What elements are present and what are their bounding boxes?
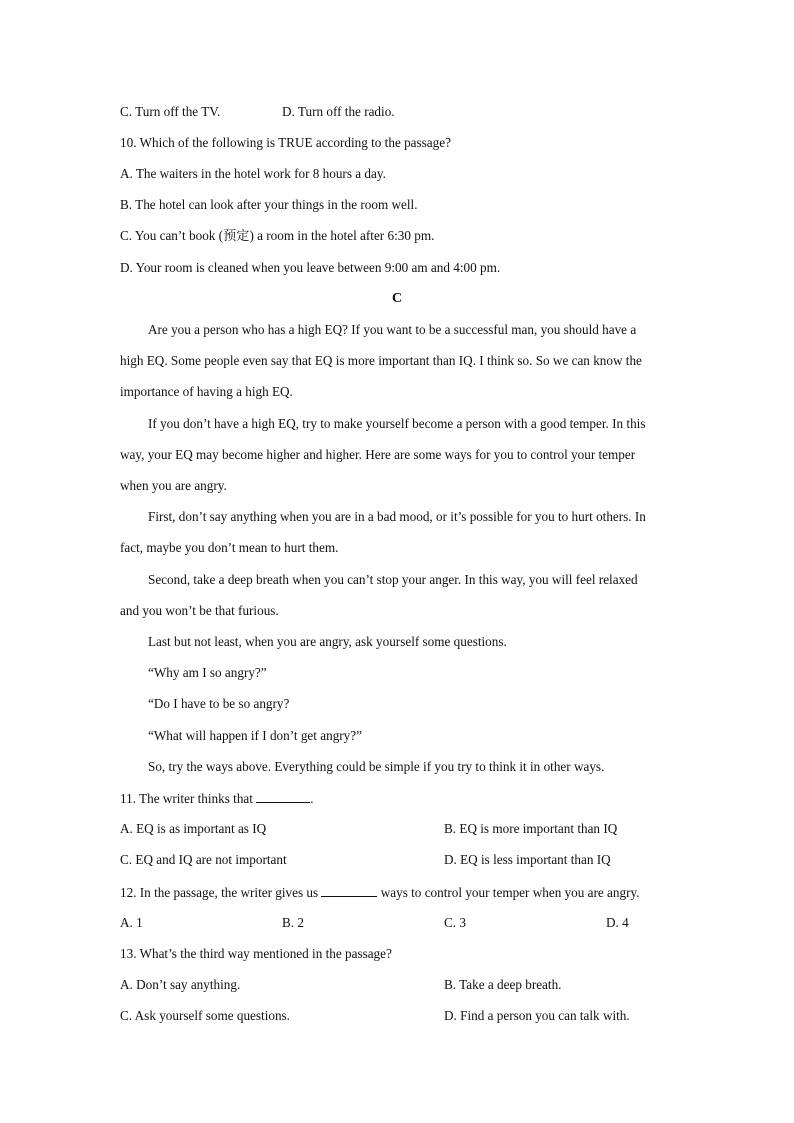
passage-line: when you are angry. bbox=[120, 478, 227, 493]
q12-option-c: C. 3 bbox=[444, 915, 466, 930]
q12-stem-end: ways to control your temper when you are angry. bbox=[380, 885, 640, 900]
q12-stem bbox=[120, 884, 640, 901]
q11-stem bbox=[120, 790, 314, 807]
q13-option-c: C. Ask yourself some questions. bbox=[120, 1008, 290, 1023]
q10-option-d: D. Your room is cleaned when you leave between 9:00 am and 4:00 pm. bbox=[120, 260, 501, 275]
passage-line: “Why am I so angry?” bbox=[148, 665, 267, 680]
answer-blank bbox=[256, 790, 310, 803]
passage-line: “What will happen if I don’t get angry?” bbox=[148, 728, 362, 743]
q10-stem: 10. Which of the following is TRUE according to the passage? bbox=[120, 135, 451, 150]
passage-line: Second, take a deep breath when you can’t stop your anger. In this way, you will feel relaxed bbox=[148, 572, 638, 587]
q12-option-d: D. 4 bbox=[606, 915, 629, 930]
q10-option-b: B. The hotel can look after your things in the room well. bbox=[120, 197, 418, 212]
q12-option-a: A. 1 bbox=[120, 915, 143, 930]
q10-option-a: A. The waiters in the hotel work for 8 hours a day. bbox=[120, 166, 386, 181]
q11-option-a: A. EQ is as important as IQ bbox=[120, 821, 267, 836]
section-title: C bbox=[391, 291, 403, 306]
q11-stem-text: 11. The writer thinks that bbox=[120, 791, 253, 806]
q10-option-c: C. You can’t book (预定) a room in the hotel after 6:30 pm. bbox=[120, 228, 435, 243]
q11-option-d: D. EQ is less important than IQ bbox=[444, 852, 611, 867]
q9-option-d: D. Turn off the radio. bbox=[282, 104, 395, 119]
passage-line: importance of having a high EQ. bbox=[120, 384, 293, 399]
passage-line: high EQ. Some people even say that EQ is more important than IQ. I think so. So we can know the bbox=[120, 353, 642, 368]
passage-line: Are you a person who has a high EQ? If you want to be a successful man, you should have a bbox=[148, 322, 637, 337]
passage-line: and you won’t be that furious. bbox=[120, 603, 279, 618]
q11-option-c: C. EQ and IQ are not important bbox=[120, 852, 287, 867]
q13-option-d: D. Find a person you can talk with. bbox=[444, 1008, 630, 1023]
passage-line: First, don’t say anything when you are in a bad mood, or it’s possible for you to hurt others. In bbox=[148, 509, 646, 524]
q11-option-b: B. EQ is more important than IQ bbox=[444, 821, 618, 836]
q13-stem: 13. What’s the third way mentioned in the passage? bbox=[120, 946, 392, 961]
passage-line: way, your EQ may become higher and higher. Here are some ways for you to control your temper bbox=[120, 447, 636, 462]
passage-line: So, try the ways above. Everything could be simple if you try to think it in other ways. bbox=[148, 759, 605, 774]
passage-line: “Do I have to be so angry? bbox=[148, 696, 290, 711]
q9-option-c: C. Turn off the TV. bbox=[120, 104, 221, 119]
q12-stem-text: 12. In the passage, the writer gives us bbox=[120, 885, 319, 900]
q11-stem-end: . bbox=[310, 791, 314, 806]
answer-blank bbox=[321, 884, 377, 897]
passage-line: fact, maybe you don’t mean to hurt them. bbox=[120, 540, 339, 555]
passage-line: If you don’t have a high EQ, try to make yourself become a person with a good temper. In this bbox=[148, 416, 646, 431]
passage-line: Last but not least, when you are angry, ask yourself some questions. bbox=[148, 634, 507, 649]
q12-option-b: B. 2 bbox=[282, 915, 304, 930]
q13-option-b: B. Take a deep breath. bbox=[444, 977, 562, 992]
q13-option-a: A. Don’t say anything. bbox=[120, 977, 241, 992]
